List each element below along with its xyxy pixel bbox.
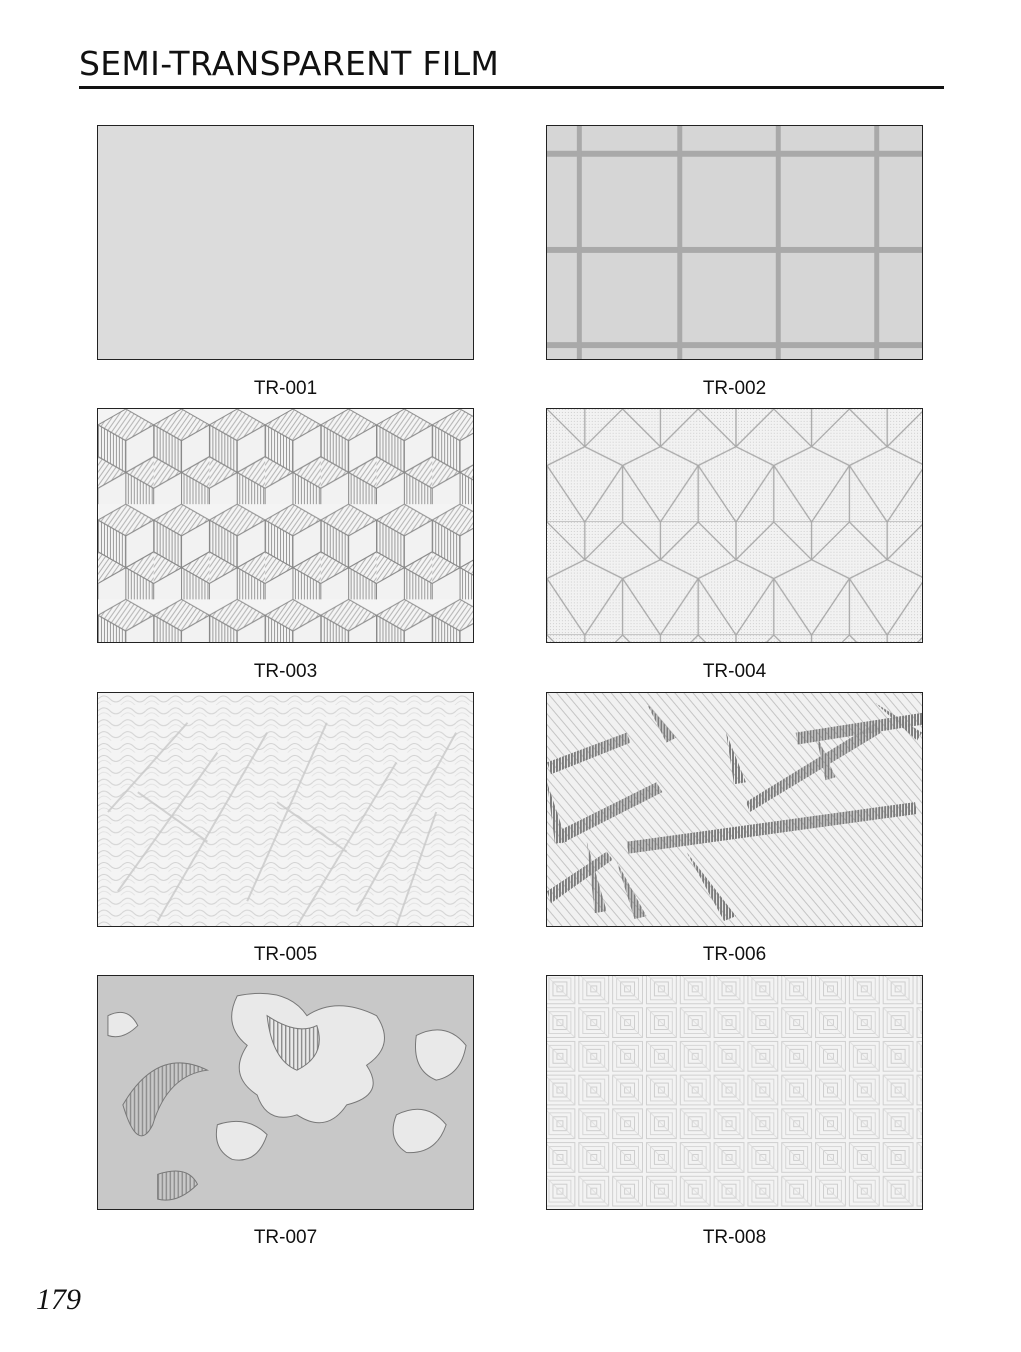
- swatch-label: TR-003: [253, 661, 318, 682]
- swatch-tr-001: [97, 125, 474, 360]
- swatch-label: TR-004: [702, 661, 767, 682]
- swatch-tr-005: [97, 692, 474, 927]
- title-underline: [79, 86, 944, 89]
- swatch-label: TR-006: [702, 944, 767, 965]
- swatch-tr-006: [546, 692, 923, 927]
- swatch-tr-008: [546, 975, 923, 1210]
- swatch-label: TR-008: [702, 1227, 767, 1248]
- swatch-tr-002: [546, 125, 923, 360]
- page-number: 179: [36, 1283, 81, 1316]
- swatch-tr-007: [97, 975, 474, 1210]
- page-title: SEMI-TRANSPARENT FILM: [79, 44, 500, 83]
- swatch-label: TR-002: [702, 378, 767, 399]
- swatch-label: TR-001: [253, 378, 318, 399]
- swatch-label: TR-007: [253, 1227, 318, 1248]
- swatch-tr-004: [546, 408, 923, 643]
- swatch-label: TR-005: [253, 944, 318, 965]
- swatch-tr-003: [97, 408, 474, 643]
